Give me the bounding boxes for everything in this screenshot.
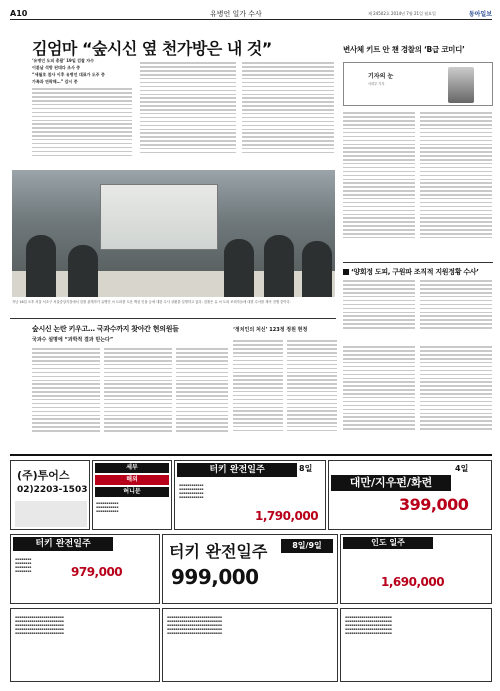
deck-line: 가족과 연락해…” 감시 중 (32, 79, 78, 84)
section-divider (10, 318, 336, 319)
advertisement-section (10, 454, 492, 685)
main-headline: 김엄마 “숲시신 옆 천가방은 내 것” (32, 39, 272, 58)
person-silhouette (224, 239, 254, 297)
travel-ad: 터키 완전일주 8일 1,790,000 ▪▪▪▪▪▪▪▪▪▪▪▪ ▪▪▪▪▪▪▪▪▪▪▪▪ ▪▪▪▪▪▪▪▪▪▪▪▪ ▪▪▪▪▪▪▪▪▪▪▪▪ (174, 460, 326, 530)
projection-screen (100, 184, 218, 250)
ad-phone: 02)2203-1503 (17, 485, 88, 495)
ad-tag: 허니문 (95, 487, 169, 497)
ad-price: 1,690,000 (381, 575, 445, 589)
deck-line: ‘유병언 도피 총괄’ 19일 검찰 자수 (32, 58, 94, 63)
subsection-title (343, 262, 493, 277)
article-column (420, 344, 492, 446)
article-column (343, 278, 415, 338)
person-silhouette (68, 245, 98, 297)
ad-title: 인도 일주 (343, 537, 433, 549)
ad-days: 8일/9일 (281, 539, 333, 553)
travel-ad (10, 460, 90, 530)
article-column (420, 110, 492, 258)
travel-ad (340, 534, 492, 604)
travel-ad: ▪▪▪▪▪▪▪▪▪▪▪▪▪▪▪▪▪▪▪▪▪▪▪ ▪▪▪▪▪▪▪▪▪▪▪▪▪▪▪▪▪▪▪▪▪▪▪ ▪▪▪▪▪▪▪▪▪▪▪▪▪▪▪▪▪▪▪▪▪▪▪ ▪▪▪▪▪▪▪▪▪▪▪▪▪▪▪▪▪▪▪▪▪▪▪ ▪▪▪▪▪▪▪▪▪▪▪▪▪▪▪▪▪▪▪▪▪▪▪ (340, 608, 492, 682)
article-column (233, 338, 283, 446)
travel-ad: ▪▪▪▪▪▪▪▪▪▪▪▪▪▪▪▪▪▪▪▪▪▪▪▪ ▪▪▪▪▪▪▪▪▪▪▪▪▪▪▪▪▪▪▪▪▪▪▪▪ ▪▪▪▪▪▪▪▪▪▪▪▪▪▪▪▪▪▪▪▪▪▪▪▪ ▪▪▪▪▪▪▪▪▪▪▪▪▪▪▪▪▪▪▪▪▪▪▪▪ ▪▪▪▪▪▪▪▪▪▪▪▪▪▪▪▪▪▪▪▪▪▪▪▪ (10, 608, 160, 682)
column-title: 변사체 키트 안 챈 경찰의 ‘B급 코미디’ (343, 45, 465, 54)
deck-line: “세월호 참사 이후 유병언 대표가 도주 중 (32, 72, 105, 77)
ad-price: 979,000 (71, 565, 123, 579)
page-header (10, 8, 492, 20)
ad-tag: 세부 (95, 463, 169, 473)
ad-image (15, 501, 87, 527)
ad-title: 터키 완전일주 (169, 542, 268, 561)
section-label: 유병언 일가 수사 (210, 10, 262, 18)
article-column (343, 344, 415, 446)
person-silhouette (26, 235, 56, 297)
story-subheadline: 국과수 설명에 “과학적 결과 믿는다” (32, 337, 114, 343)
byline-box (343, 62, 493, 106)
ad-days: 4일 (455, 464, 469, 473)
article-column (32, 86, 132, 166)
ad-brand: (주)투어스 (17, 469, 70, 482)
ad-title: 터키 완전일주 (13, 537, 113, 551)
ad-days: 8일 (299, 464, 313, 473)
column-name: 기자의 눈 (368, 73, 394, 80)
ad-price: 399,000 (399, 495, 469, 514)
news-photo (12, 170, 335, 297)
article-column (176, 346, 228, 446)
ad-title: 터키 완전일주 (177, 463, 297, 477)
story-headline: 숲시신 논란 키우고… 국과수까지 찾아간 현의원들 (32, 325, 179, 333)
reporter-photo (448, 67, 474, 103)
issue-date: 제 24502호 2014년 7월 21일 월요일 (368, 11, 436, 16)
square-bullet-icon (343, 269, 349, 275)
headline-deck (32, 58, 142, 86)
ad-title: 대만/지우펀/화련 (331, 475, 451, 491)
newspaper-logo: 동아일보 (468, 11, 492, 18)
article-column (343, 110, 415, 258)
article-column (242, 60, 334, 166)
article-column (287, 338, 337, 446)
article-column (140, 60, 236, 166)
page-number: A10 (10, 9, 28, 18)
ad-price: 999,000 (171, 565, 259, 589)
subsection-title-text: ‘양회정 도피, 구원파 조직적 지원정황 수사’ (351, 268, 479, 276)
article-column (420, 278, 492, 338)
story-headline: ‘정치인의 처신’ 123정 정원 현정 (233, 327, 308, 333)
article-column (104, 346, 172, 446)
travel-ad: 세부 해외 허니문 ▪▪▪▪▪▪▪▪▪▪▪ ▪▪▪▪▪▪▪▪▪▪▪ ▪▪▪▪▪▪▪▪▪▪▪ (92, 460, 172, 530)
ad-price: 1,790,000 (255, 509, 319, 523)
ad-tag: 해외 (95, 475, 169, 485)
article-column (32, 346, 100, 446)
person-silhouette (264, 235, 294, 297)
photo-caption: 지난 16일 오후 서울 서초구 서울중앙지검에서 검찰 관계자가 유병언 씨 도피를 도운 핵심 인물 등에 대한 수사 상황을 설명하고 있다. 검찰은 유 씨 도피 조력자들에 대한 수사를 계속 진행 중이다. (12, 300, 291, 304)
travel-ad (328, 460, 492, 530)
person-silhouette (302, 241, 332, 297)
travel-ad (162, 534, 338, 604)
reporter-affiliation: 사회부 기자 (368, 82, 385, 86)
travel-ad: 터키 완전일주 979,000 ▪▪▪▪▪▪▪▪ ▪▪▪▪▪▪▪▪ ▪▪▪▪▪▪▪▪ ▪▪▪▪▪▪▪▪ (10, 534, 160, 604)
travel-ad: ▪▪▪▪▪▪▪▪▪▪▪▪▪▪▪▪▪▪▪▪▪▪▪▪▪▪▪ ▪▪▪▪▪▪▪▪▪▪▪▪▪▪▪▪▪▪▪▪▪▪▪▪▪▪▪ ▪▪▪▪▪▪▪▪▪▪▪▪▪▪▪▪▪▪▪▪▪▪▪▪▪▪▪ ▪▪▪▪▪▪▪▪▪▪▪▪▪▪▪▪▪▪▪▪▪▪▪▪▪▪▪ ▪▪▪▪▪▪▪▪▪▪▪▪▪▪▪▪▪▪▪▪▪▪▪▪▪▪▪ (162, 608, 338, 682)
deck-line: 이튿날 석방 된데다 조사 중 (32, 65, 81, 70)
